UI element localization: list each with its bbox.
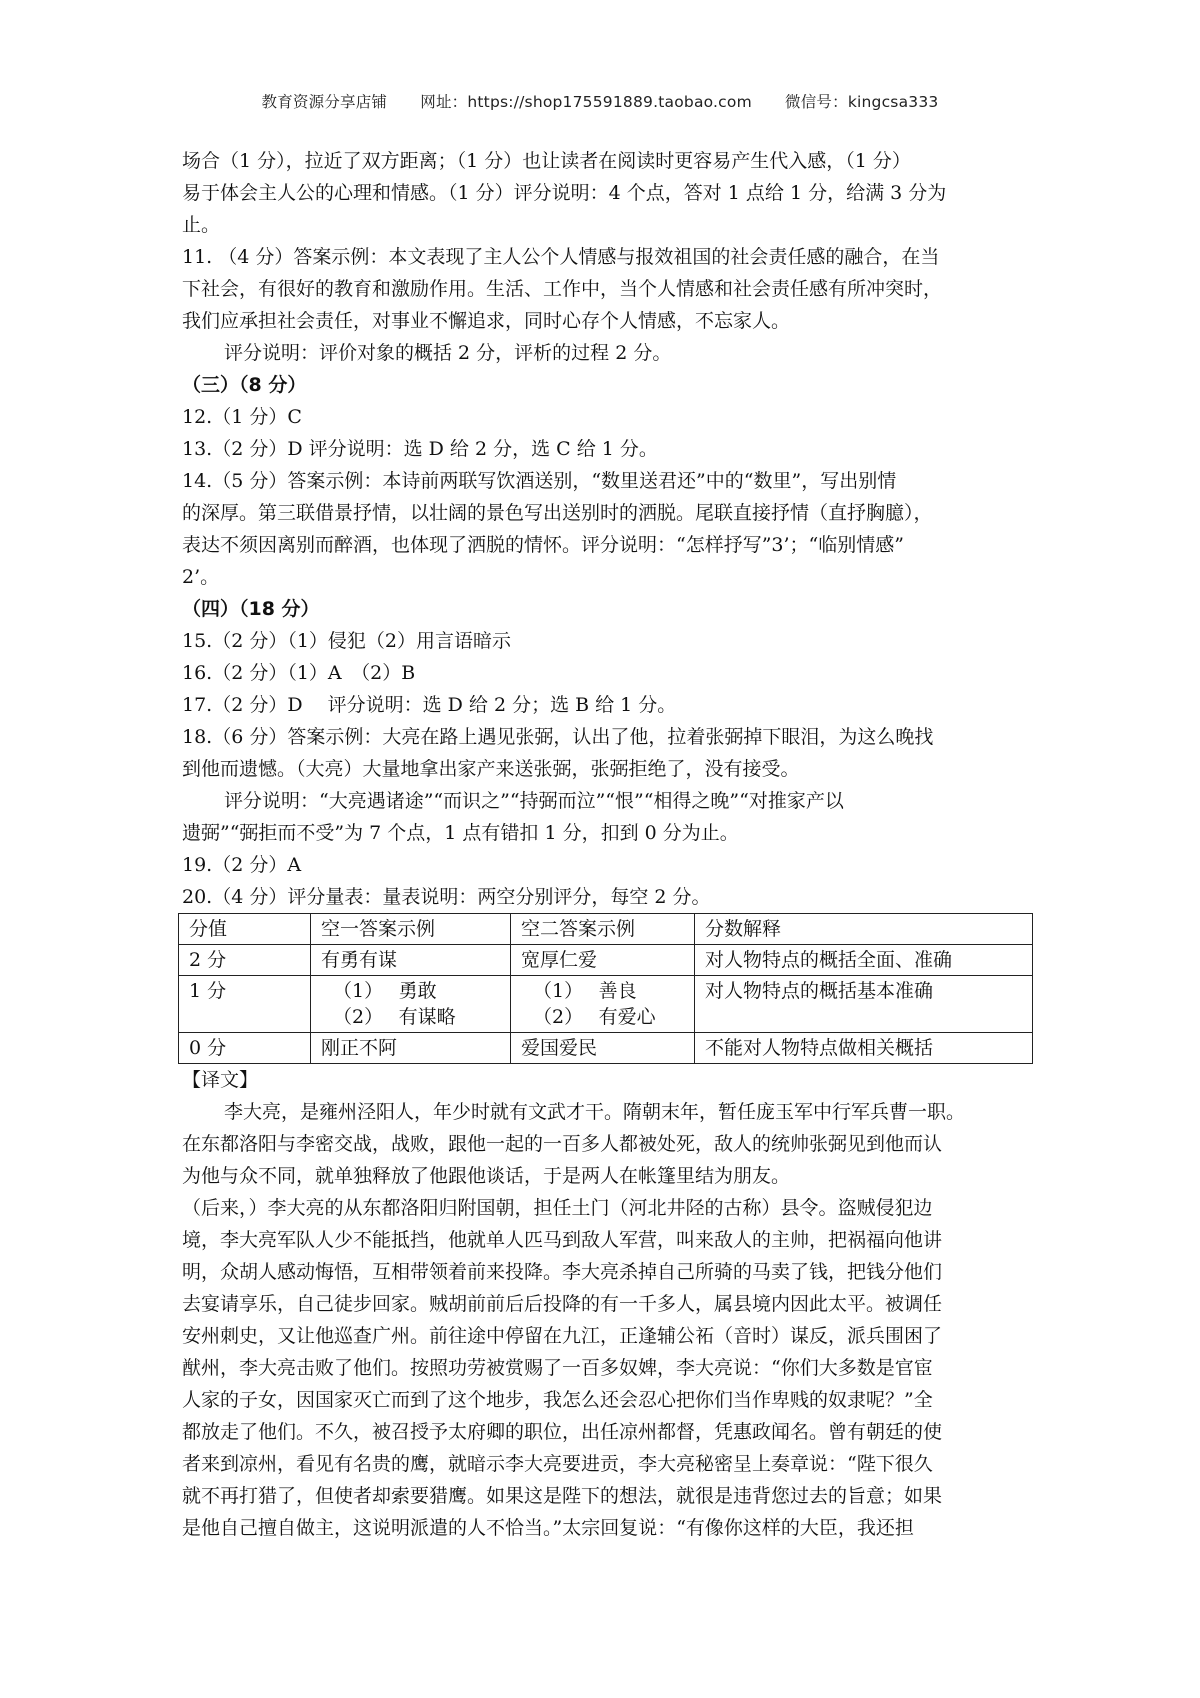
text-line: 遗弼”“弼拒而不受”为 7 个点，1 点有错扣 1 分，扣到 0 分为止。	[182, 822, 739, 844]
text-line: 表达不须因离别而醉酒，也体现了洒脱的情怀。评分说明：“怎样抒写”3’；“临别情感”	[182, 534, 904, 556]
table-subitem: （2） 有谋略	[333, 1006, 456, 1028]
table-cell: 有勇有谋	[311, 945, 511, 976]
translation-title: 【译文】	[182, 1069, 259, 1091]
table-row	[179, 1033, 1033, 1064]
table-row	[179, 976, 1033, 1033]
table-cell: 对人物特点的概括基本准确	[695, 976, 1033, 1033]
table-cell: 爱国爱民	[511, 1033, 695, 1064]
table-cell: 不能对人物特点做相关概括	[695, 1033, 1033, 1064]
table-row	[179, 945, 1033, 976]
table-cell: 1 分	[179, 976, 311, 1033]
table-cell: 0 分	[179, 1033, 311, 1064]
text-line: 16.（2 分）（1）A （2）B	[182, 662, 416, 684]
table-subitem: （1） 勇敢	[333, 980, 437, 1002]
text-line: 12.（1 分）C	[182, 406, 302, 428]
text-line: 到他而遗憾。（大亮）大量地拿出家产来送张弼，张弼拒绝了，没有接受。	[182, 758, 800, 780]
text-line: 20.（4 分）评分量表：量表说明：两空分别评分，每空 2 分。	[182, 886, 711, 908]
translation-line: 都放走了他们。不久，被召授予太府卿的职位，出任凉州都督，凭惠政闻名。曾有朝廷的使	[182, 1421, 943, 1443]
translation-line: 猷州，李大亮击败了他们。按照功劳被赏赐了一百多奴婢，李大亮说：“你们大多数是官宦	[182, 1357, 933, 1379]
text-line: 评分说明：“大亮遇诸途”“而识之”“持弼而泣”“恨”“相得之晚”“对推家产以	[224, 790, 844, 812]
header-shop: 教育资源分享店铺	[261, 93, 388, 111]
table-header-cell: 空二答案示例	[511, 914, 695, 945]
translation-line: 去宴请享乐，自己徒步回家。贼胡前前后后投降的有一千多人，属县境内因此太平。被调任	[182, 1293, 943, 1315]
text-line: 易于体会主人公的心理和情感。（1 分）评分说明：4 个点，答对 1 点给 1 分，给满 3 分为	[182, 182, 947, 204]
text-line: 止。	[182, 214, 221, 236]
translation-line: 就不再打猎了，但使者却索要猎鹰。如果这是陛下的想法，就很是违背您过去的旨意；如果	[182, 1485, 943, 1507]
table-cell: 2 分	[179, 945, 311, 976]
translation-line: 者来到凉州，看见有名贵的鹰，就暗示李大亮要进贡，李大亮秘密呈上奏章说：“陛下很久	[182, 1453, 933, 1475]
table-header-row	[179, 914, 1033, 945]
header-wechat: 微信号：kingcsa333	[785, 93, 939, 111]
table-cell: 对人物特点的概括全面、准确	[695, 945, 1033, 976]
table-cell	[311, 976, 511, 1033]
translation-line: 安州刺史，又让他巡查广州。前往途中停留在九江，正逢辅公祏（音时）谋反，派兵围困了	[182, 1325, 943, 1347]
translation-line: 李大亮，是雍州泾阳人，年少时就有文武才干。隋朝末年，暂任庞玉军中行军兵曹一职。	[224, 1101, 966, 1123]
text-line: 19.（2 分）A	[182, 854, 302, 876]
text-line: 18.（6 分）答案示例：大亮在路上遇见张弼，认出了他，拉着张弼掉下眼泪，为这么晚找	[182, 726, 934, 748]
text-line: 的深厚。第三联借景抒情，以壮阔的景色写出送别时的洒脱。尾联直接抒情（直抒胸臆），	[182, 502, 933, 524]
section-heading: （四）（18 分）	[182, 598, 320, 620]
translation-line: 在东都洛阳与李密交战，战败，跟他一起的一百多人都被处死，敌人的统帅张弼见到他而认	[182, 1133, 943, 1155]
text-line: 我们应承担社会责任，对事业不懈追求，同时心存个人情感，不忘家人。	[182, 310, 791, 332]
table-cell: 刚正不阿	[311, 1033, 511, 1064]
page-header	[0, 86, 1200, 118]
table-subitem: （1） 善良	[533, 980, 637, 1002]
header-site: 网址：https://shop175591889.taobao.com	[420, 93, 752, 111]
table-header-cell: 分值	[179, 914, 311, 945]
text-line: 13.（2 分）D 评分说明：选 D 给 2 分，选 C 给 1 分。	[182, 438, 658, 460]
translation-line: 为他与众不同，就单独释放了他跟他谈话，于是两人在帐篷里结为朋友。	[182, 1165, 791, 1187]
section-heading: （三）（8 分）	[182, 374, 307, 396]
text-line: 2’。	[182, 566, 220, 588]
table-cell	[511, 976, 695, 1033]
text-line: 15.（2 分）（1）侵犯（2）用言语暗示	[182, 630, 512, 652]
table-header-cell: 分数解释	[695, 914, 1033, 945]
scoring-table	[178, 913, 1033, 1064]
translation-line: （后来，）李大亮的从东都洛阳归附国朝，担任土门（河北井陉的古称）县令。盗贼侵犯边	[182, 1197, 933, 1219]
translation-line: 人家的子女，因国家灭亡而到了这个地步，我怎么还会忍心把你们当作卑贱的奴隶呢？”全	[182, 1389, 933, 1411]
text-line: 评分说明：评价对象的概括 2 分，评析的过程 2 分。	[224, 342, 672, 364]
table-cell: 宽厚仁爱	[511, 945, 695, 976]
text-line: 场合（1 分），拉近了双方距离；（1 分）也让读者在阅读时更容易产生代入感，（1 分）	[182, 150, 911, 172]
translation-line: 境，李大亮军队人少不能抵挡，他就单人匹马到敌人军营，叫来敌人的主帅，把祸福向他讲	[182, 1229, 943, 1251]
text-line: 11. （4 分）答案示例：本文表现了主人公个人情感与报效祖国的社会责任感的融合，在当	[182, 246, 940, 268]
table-header-cell: 空一答案示例	[311, 914, 511, 945]
text-line: 17.（2 分）D 评分说明：选 D 给 2 分；选 B 给 1 分。	[182, 694, 677, 716]
text-line: 下社会，有很好的教育和激励作用。生活、工作中，当个人情感和社会责任感有所冲突时，	[182, 278, 943, 300]
text-line: 14.（5 分）答案示例：本诗前两联写饮酒送别，“数里送君还”中的“数里”，写出别情	[182, 470, 897, 492]
translation-line: 明，众胡人感动悔悟，互相带领着前来投降。李大亮杀掉自己所骑的马卖了钱，把钱分他们	[182, 1261, 943, 1283]
table-subitem: （2） 有爱心	[533, 1006, 656, 1028]
translation-line: 是他自己擅自做主，这说明派遣的人不恰当。”太宗回复说：“有像你这样的大臣，我还担	[182, 1517, 914, 1539]
answer-content	[182, 145, 1028, 1544]
